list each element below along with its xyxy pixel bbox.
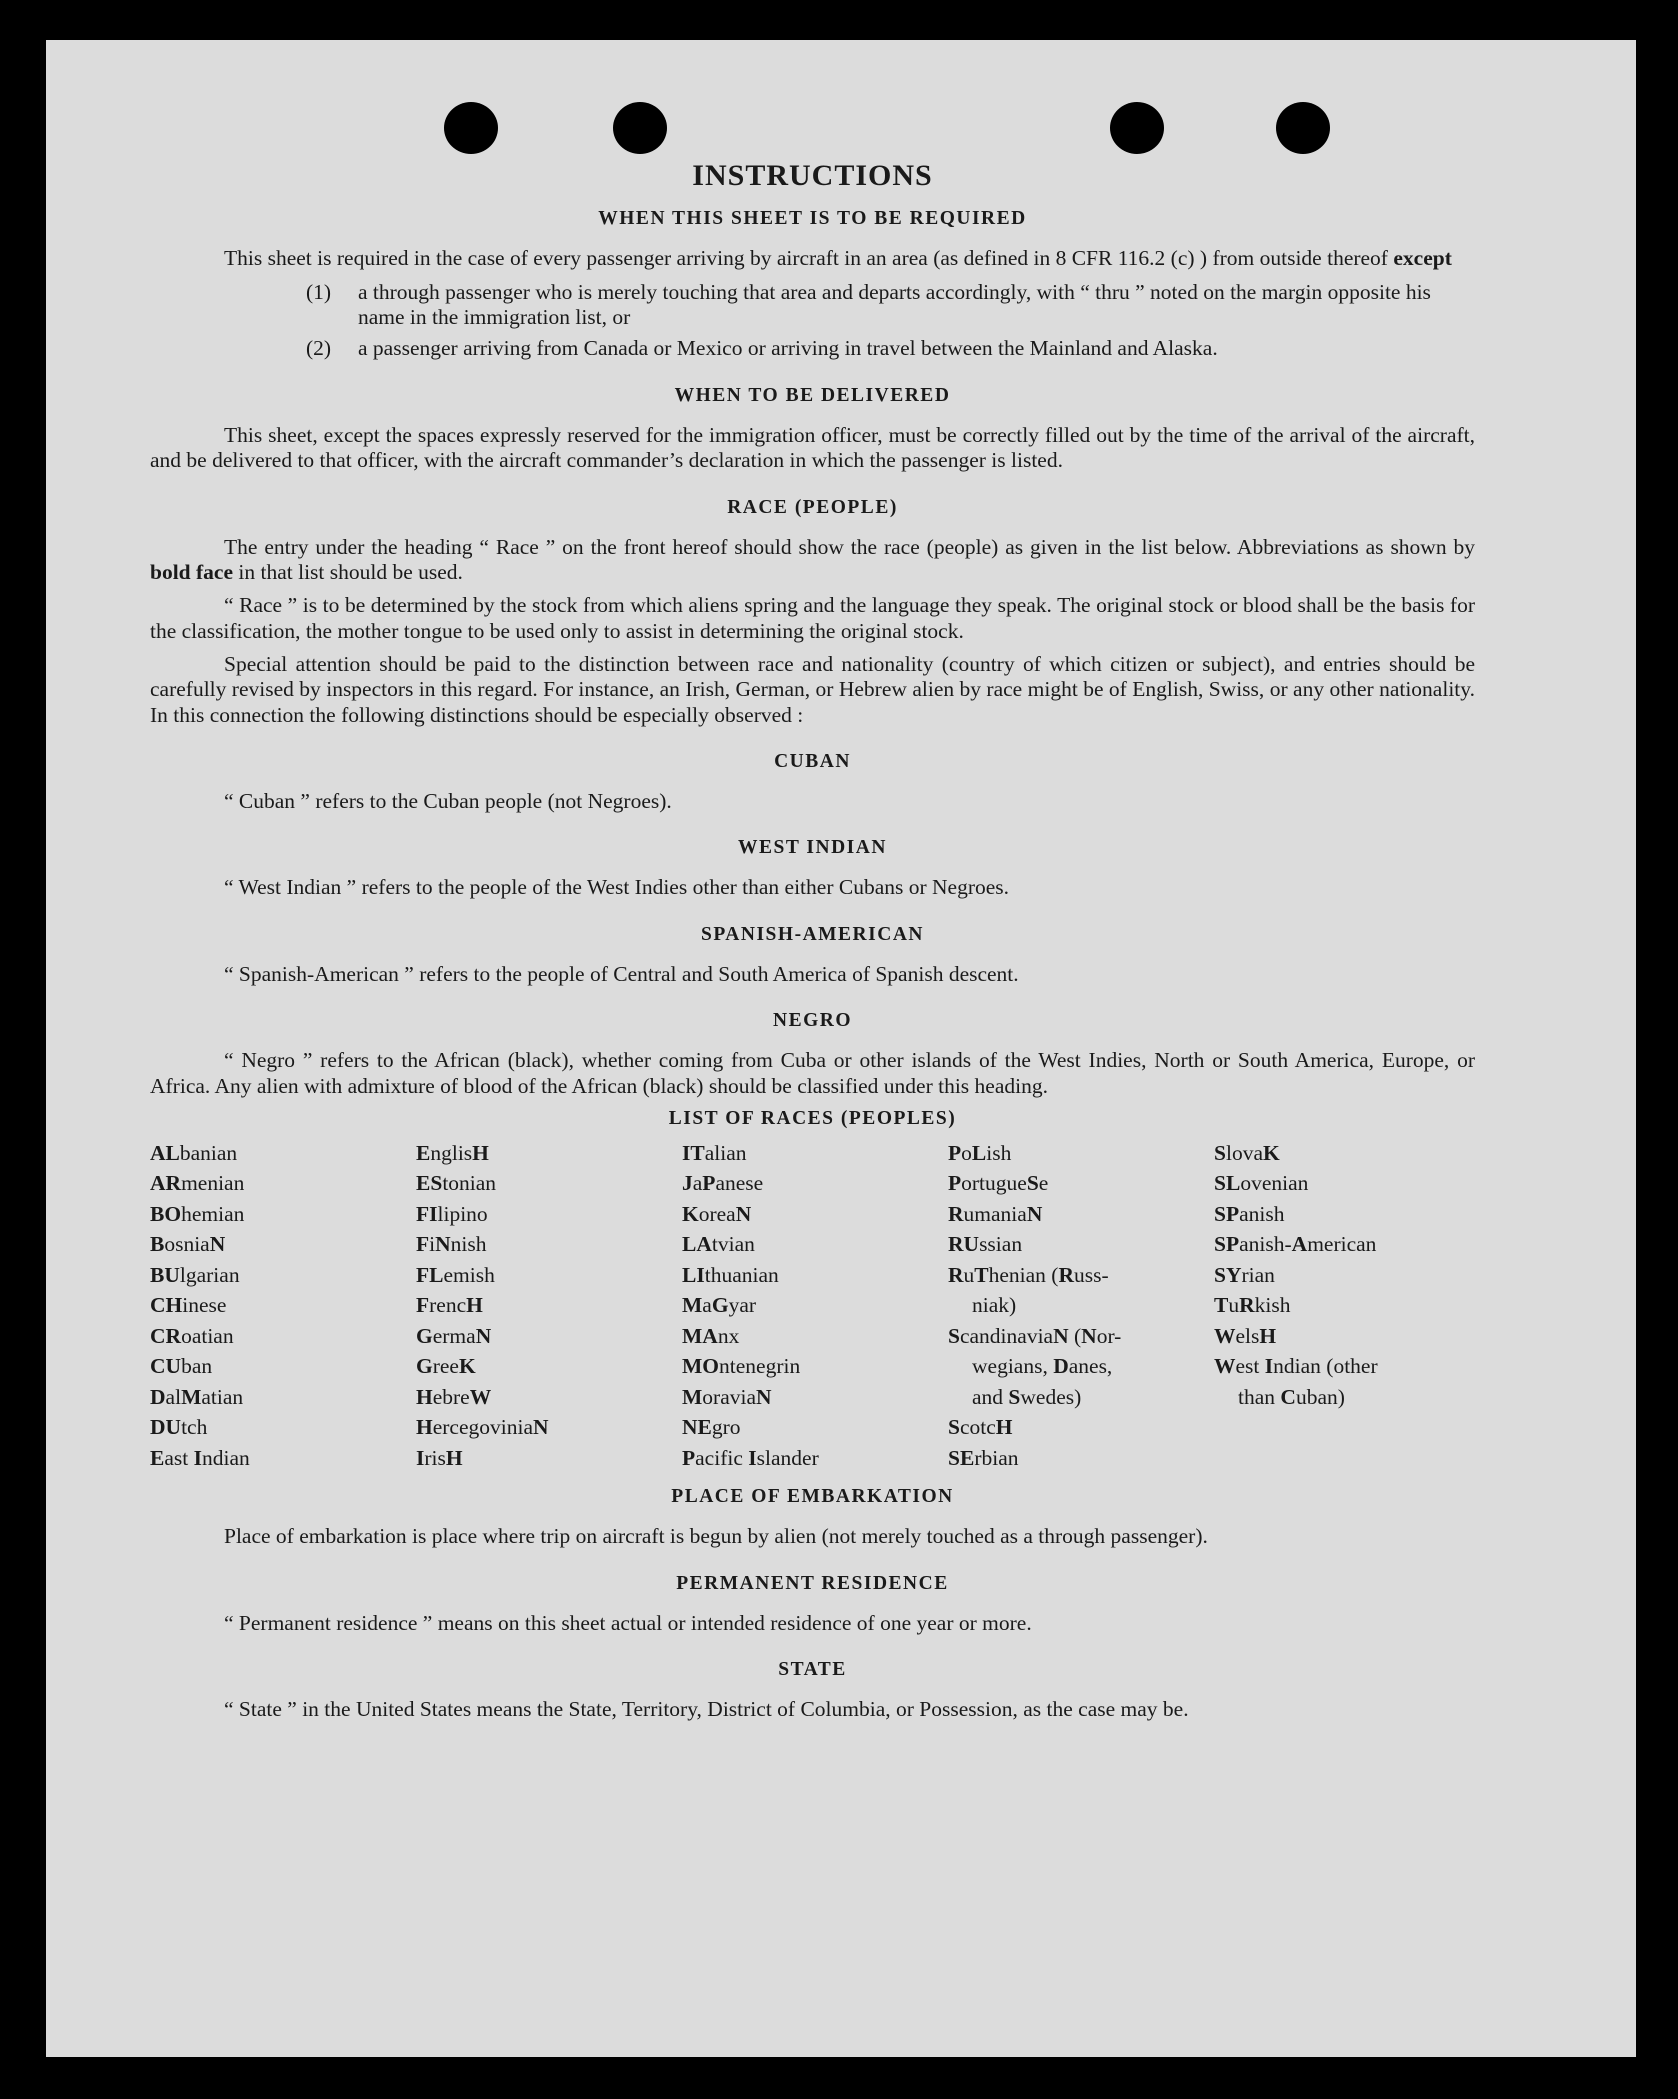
west-indian-text: “ West Indian ” refers to the people of the West Indies other than either Cubans or Negroes. xyxy=(224,875,1010,900)
race-entry: MoraviaN xyxy=(682,1384,772,1409)
race-entry: ARmenian xyxy=(150,1171,245,1196)
clause-2-text: a passenger arriving from Canada or Mexico or arriving in travel between the Mainland and Alaska. xyxy=(358,336,1218,361)
negro-text: “ Negro ” refers to the African (black), whether coming from Cuba or other islands of the West Indies, North or South America, Europe, or Africa. Any alien with admixture of blood of the African (black) should be classified under this heading. xyxy=(150,1048,1475,1098)
races-list xyxy=(150,1138,1475,1474)
race-entry: MaGyar xyxy=(682,1293,757,1318)
races-column-4 xyxy=(948,1138,1214,1474)
race-paragraph-2: “ Race ” is to be determined by the stock from which aliens spring and the language they speak. The original stock or blood shall be the basis for the classification, the mother tongue to be used only to assist in determining the original stock. xyxy=(150,593,1475,643)
intro-text: This sheet is required in the case of every passenger arriving by aircraft in an area (as defined in 8 CFR 116.2 (c) ) from outside thereof xyxy=(224,246,1388,271)
race-entry: ScotcH xyxy=(948,1415,1013,1440)
race-entry: DUtch xyxy=(150,1415,208,1440)
clause-1 xyxy=(306,280,1475,331)
section-heading-embarkation: PLACE OF EMBARKATION xyxy=(671,1486,954,1508)
race-entry: FLemish xyxy=(416,1262,495,1287)
races-column-3 xyxy=(682,1138,948,1474)
races-column-2 xyxy=(416,1138,682,1474)
race-entry: RumaniaN xyxy=(948,1201,1043,1226)
race-entry: CRoatian xyxy=(150,1323,234,1348)
race-entry: BosniaN xyxy=(150,1232,226,1257)
section-heading-west-indian: WEST INDIAN xyxy=(738,837,887,859)
race-entry: DalMatian xyxy=(150,1384,244,1409)
section-heading-race: RACE (PEOPLE) xyxy=(727,496,898,518)
race-paragraph-3: Special attention should be paid to the distinction between race and nationality (country of which citizen or subject), and entries should be carefully revised by inspectors in this regard. For instance, an Irish, German, or Hebrew alien by race might be of English, Swiss, or any other nationality. In this connection the following distinctions should be especially observed : xyxy=(150,651,1475,727)
race-entry: SErbian xyxy=(948,1445,1019,1470)
race-entry: SPanish xyxy=(1214,1201,1285,1226)
clause-1-number: (1) xyxy=(306,279,332,304)
punch-hole xyxy=(1110,102,1164,154)
section-heading-when-delivered: WHEN TO BE DELIVERED xyxy=(674,384,951,406)
section-heading-residence: PERMANENT RESIDENCE xyxy=(676,1572,949,1594)
residence-text: “ Permanent residence ” means on this sheet actual or intended residence of one year or more. xyxy=(224,1610,1032,1635)
race-entry: PoLish xyxy=(948,1140,1012,1165)
race-entry: MOntenegrin xyxy=(682,1354,801,1379)
race-entry: SPanish-American xyxy=(1214,1232,1377,1257)
section-heading-spanish-american: SPANISH-AMERICAN xyxy=(701,923,924,945)
race-entry: ALbanian xyxy=(150,1140,238,1165)
when-required-intro xyxy=(150,246,1475,271)
page-title: INSTRUCTIONS xyxy=(692,159,933,192)
race-entry: EStonian xyxy=(416,1171,497,1196)
embarkation-text: Place of embarkation is place where trip on aircraft is begun by alien (not merely touched as a through passenger). xyxy=(224,1524,1208,1549)
race-p1-before: The entry under the heading “ Race ” on the front hereof should show the race (people) as given in the list below. Abbreviations as shown by xyxy=(224,534,1475,559)
race-entry: CHinese xyxy=(150,1293,227,1318)
race-entry: GermaN xyxy=(416,1323,492,1348)
race-entry: BUlgarian xyxy=(150,1262,240,1287)
race-entry: LIthuanian xyxy=(682,1262,779,1287)
race-entry: RuThenian (Russ- xyxy=(948,1262,1109,1287)
race-entry-continuation: than Cuban) xyxy=(1238,1384,1345,1409)
race-entry-continuation: wegians, Danes, xyxy=(972,1354,1113,1379)
race-p1-after: in that list should be used. xyxy=(238,559,463,584)
race-entry-continuation: niak) xyxy=(972,1293,1017,1318)
race-entry: GreeK xyxy=(416,1354,476,1379)
race-entry: ITalian xyxy=(682,1140,747,1165)
punch-hole xyxy=(444,102,498,154)
race-entry: HercegoviniaN xyxy=(416,1415,549,1440)
race-entry: FiNnish xyxy=(416,1232,487,1257)
race-entry: SLovenian xyxy=(1214,1171,1309,1196)
clause-2-number: (2) xyxy=(306,336,332,361)
clause-1-text: a through passenger who is merely touching that area and departs accordingly, with “ thru ” noted on the margin opposite his name in the immigration list, or xyxy=(358,279,1431,330)
race-entry-continuation: and Swedes) xyxy=(972,1384,1082,1409)
state-text: “ State ” in the United States means the State, Territory, District of Columbia, or Possession, as the case may be. xyxy=(224,1697,1189,1722)
race-entry: EnglisH xyxy=(416,1140,489,1165)
section-heading-state: STATE xyxy=(778,1659,847,1681)
when-delivered-text: This sheet, except the spaces expressly reserved for the immigration officer, must be correctly filled out by the time of the arrival of the aircraft, and be delivered to that officer, with the aircraft commander’s declaration in which the passenger is listed. xyxy=(150,422,1475,473)
race-entry: NEgro xyxy=(682,1415,741,1440)
section-heading-list-of-races: LIST OF RACES (PEOPLES) xyxy=(668,1107,957,1129)
race-entry: LAtvian xyxy=(682,1232,755,1257)
race-entry: Pacific Islander xyxy=(682,1445,819,1470)
section-heading-negro: NEGRO xyxy=(772,1010,852,1032)
instructions-content xyxy=(150,152,1475,1730)
section-heading-when-required: WHEN THIS SHEET IS TO BE REQUIRED xyxy=(598,208,1027,230)
race-entry: East Indian xyxy=(150,1445,250,1470)
punch-hole xyxy=(1276,102,1330,154)
races-column-5 xyxy=(1214,1138,1480,1474)
race-entry: PortugueSe xyxy=(948,1171,1049,1196)
race-entry: ScandinaviaN (Nor- xyxy=(948,1323,1122,1348)
races-column-1 xyxy=(150,1138,416,1474)
section-heading-cuban: CUBAN xyxy=(774,751,851,773)
race-entry: FrencH xyxy=(416,1293,483,1318)
spanish-american-text: “ Spanish-American ” refers to the people of Central and South America of Spanish descent. xyxy=(224,961,1019,986)
race-entry: IrisH xyxy=(416,1445,463,1470)
race-entry: MAnx xyxy=(682,1323,740,1348)
clause-2 xyxy=(306,336,1475,361)
race-entry: WelsH xyxy=(1214,1323,1277,1348)
race-entry: CUban xyxy=(150,1354,213,1379)
race-paragraph-1 xyxy=(150,535,1475,586)
race-p1-bold: bold face xyxy=(150,559,234,584)
race-entry: FIlipino xyxy=(416,1201,488,1226)
race-entry: JaPanese xyxy=(682,1171,764,1196)
race-entry: West Indian (other xyxy=(1214,1354,1378,1379)
intro-bold: except xyxy=(1393,246,1452,271)
race-entry: SYrian xyxy=(1214,1262,1275,1287)
race-entry: BOhemian xyxy=(150,1201,245,1226)
race-entry: HebreW xyxy=(416,1384,492,1409)
race-entry: KoreaN xyxy=(682,1201,752,1226)
race-entry: SlovaK xyxy=(1214,1140,1280,1165)
race-entry: TuRkish xyxy=(1214,1293,1291,1318)
cuban-text: “ Cuban ” refers to the Cuban people (not Negroes). xyxy=(224,789,672,814)
punch-hole xyxy=(613,102,667,154)
race-entry: RUssian xyxy=(948,1232,1023,1257)
